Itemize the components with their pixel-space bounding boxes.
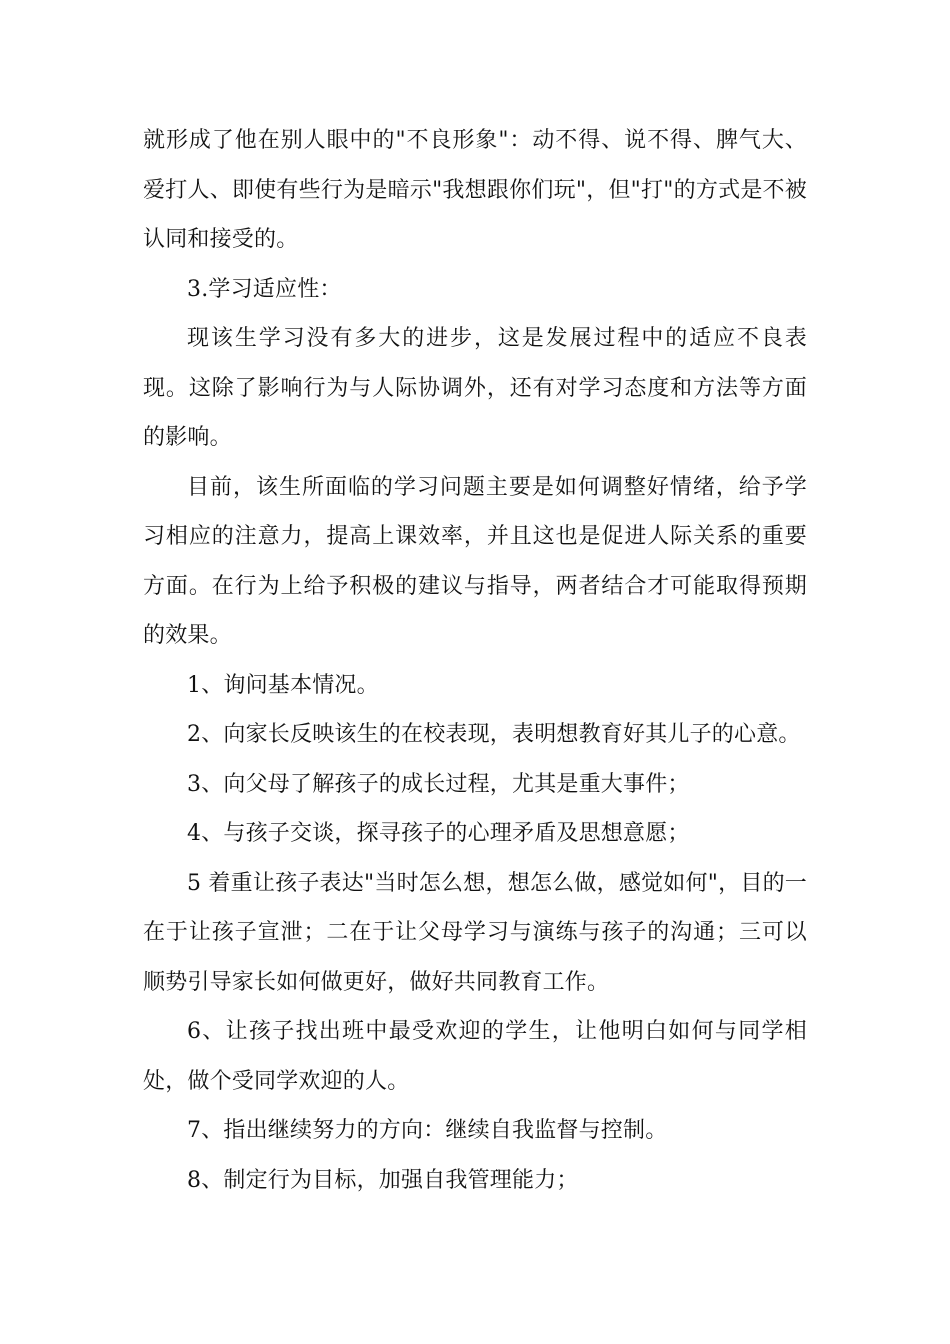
list-item-4: 4、与孩子交谈，探寻孩子的心理矛盾及思想意愿；	[187, 821, 690, 846]
list-item-8: 8、制定行为目标，加强自我管理能力；	[187, 1167, 579, 1193]
paragraph-continuation: 就形成了他在别人眼中的"不良形象"：动不得、说不得、脾气大、爱打人、即使有些行为是暗示"我想跟你们玩"，但"打"的方式是不被认同和接受的。	[143, 128, 807, 252]
section-heading-learning-adaptability: 3.学习适应性：	[187, 276, 342, 302]
list-item-2: 2、向家长反映该生的在校表现，表明想教育好其儿子的心意。	[187, 722, 801, 747]
paragraph-learning-status: 现该生学习没有多大的进步，这是发展过程中的适应不良表现。这除了影响行为与人际协调外，还有对学习态度和方法等方面的影响。	[143, 326, 807, 450]
paragraph-current-problem: 目前，该生所面临的学习问题主要是如何调整好情绪，给予学习相应的注意力，提高上课效率，并且这也是促进人际关系的重要方面。在行为上给予积极的建议与指导，两者结合才可能取得预期的效果。	[143, 474, 807, 648]
list-item-6: 6、让孩子找出班中最受欢迎的学生，让他明白如何与同学相处，做个受同学欢迎的人。	[143, 1019, 807, 1094]
list-item-1: 1、询问基本情况。	[187, 672, 379, 698]
list-item-5: 5 着重让孩子表达"当时怎么想，想怎么做，感觉如何"，目的一在于让孩子宣泄；二在于让父母学习与演练与孩子的沟通；三可以顺势引导家长如何做更好，做好共同教育工作。	[143, 870, 807, 995]
list-item-7: 7、指出继续努力的方向：继续自我监督与控制。	[187, 1118, 668, 1143]
document-body	[143, 116, 807, 1205]
list-item-3: 3、向父母了解孩子的成长过程，尤其是重大事件；	[187, 771, 690, 797]
